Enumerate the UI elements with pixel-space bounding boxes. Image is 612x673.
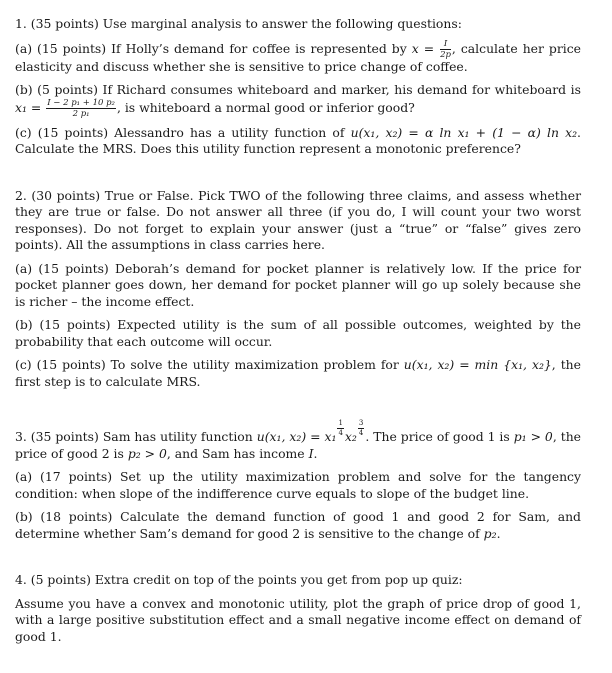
q1-part-a: [15, 40, 581, 76]
q4-body: Assume you have a convex and monotonic utility, plot the graph of price drop of good 1, with a large positive substitution effect and a small negative income effect on demand of good 1.: [15, 595, 581, 644]
q1-c-text-post: . Calculate the MRS. Does this utility function represent a monotonic preference?: [15, 124, 581, 156]
q1-a-text-pre: (a) (15 points) If Holly’s demand for coffee is represented by: [15, 40, 412, 56]
q3-head-pre: 3. (35 points) Sam has utility function: [15, 429, 257, 444]
q1-a-equation: x =: [411, 40, 440, 56]
q1-a-fraction: [440, 40, 451, 59]
q3-head-end: .: [313, 445, 318, 461]
q3-exp1-num: 1: [338, 419, 343, 427]
q1-a-text-post: , calculate her price elasticity and discuss whether she is sensitive to price change of coffee.: [15, 40, 582, 74]
q3-utility-eq: u(x₁, x₂) = x₁: [256, 429, 337, 444]
q1-c-text-pre: (c) (15 points) Alessandro has a utility function of: [15, 124, 351, 140]
q2-part-b: (b) (15 points) Expected utility is the sum of all possible outcomes, weighted by the probability that each outcome will occur.: [15, 317, 581, 349]
q3-exp2-num: 3: [358, 419, 364, 427]
q2-c-text-pre: (c) (15 points) To solve the utility maximization problem for: [15, 357, 404, 372]
q3-utility-eq2: x₂: [344, 429, 357, 444]
q2-c-equation: u(x₁, x₂) = min {x₁, x₂}: [403, 357, 552, 372]
q1-b-fraction: [46, 99, 116, 118]
q3-b-variable: p₂: [483, 525, 497, 541]
q3-head-post2: , the price of good 2 is: [15, 429, 582, 461]
q2-heading: 2. (30 points) True or False. Pick TWO of the following three claims, and assess whether they are true or false. Do not answer all three (if you do, I will count your two worst responses). Do not forget to explain your answer (just a “true” or “false” gives zero points). All the assumptions in class carries here.: [15, 187, 581, 252]
q1-c-equation: u(x₁, x₂) = α ln x₁ + (1 − α) ln x₂: [350, 124, 578, 140]
q3-head-post3: , and Sam has income: [166, 445, 309, 461]
q1-b-numerator: I − 2 p₁ + 10 p₂: [47, 97, 115, 108]
q3-price-2: p₂ > 0: [127, 445, 167, 461]
q1-part-b: [15, 82, 581, 118]
q1-b-text-pre: (b) (5 points) If Richard consumes whiteboard and marker, his demand for whiteboard is: [15, 82, 581, 97]
q4-heading: 4. (5 points) Extra credit on top of the points you get from pop up quiz:: [15, 572, 463, 587]
q3-exp2-den: 4: [358, 429, 364, 437]
q1-heading: 1. (35 points) Use marginal analysis to answer the following questions:: [15, 16, 462, 31]
q1-a-numerator: I: [440, 40, 451, 50]
q1-part-c: [15, 125, 581, 158]
q3-exponent-2: [358, 420, 364, 437]
q2-part-c: [15, 357, 581, 390]
q1-a-denominator: 2p: [440, 49, 451, 60]
q3-b-text-end: .: [496, 525, 501, 541]
q3-b-text-pre: (b) (18 points) Calculate the demand function of good 1 and good 2 for Sam, and determine whether Sam’s demand for good 2 is sensitive to the change of: [15, 509, 581, 541]
q3-exponent-1: [337, 420, 343, 437]
q3-part-b: [15, 509, 581, 542]
q1-b-denominator: 2 p₁: [72, 108, 90, 119]
q3-part-a: (a) (17 points) Set up the utility maximization problem and solve for the tangency condition: when slope of the indifference curve equals to slope of the budget line.: [15, 469, 581, 501]
q2-c-text-post: , the first step is to calculate MRS.: [15, 357, 581, 389]
q3-head-post1: . The price of good 1 is: [365, 429, 514, 444]
q3-exp1-den: 4: [338, 429, 343, 437]
q3-income: I: [308, 445, 314, 461]
q1-b-text-post: , is whiteboard a normal good or inferior good?: [116, 99, 415, 115]
q3-heading: [15, 420, 581, 462]
q2-part-a: (a) (15 points) Deborah’s demand for pocket planner is relatively low. If the price for pocket planner goes down, her demand for pocket planner will go up solely because she is richer – the income effect.: [15, 260, 581, 309]
q3-price-1: p₁ > 0: [513, 429, 553, 444]
q1-b-equation: x₁ =: [15, 99, 42, 115]
